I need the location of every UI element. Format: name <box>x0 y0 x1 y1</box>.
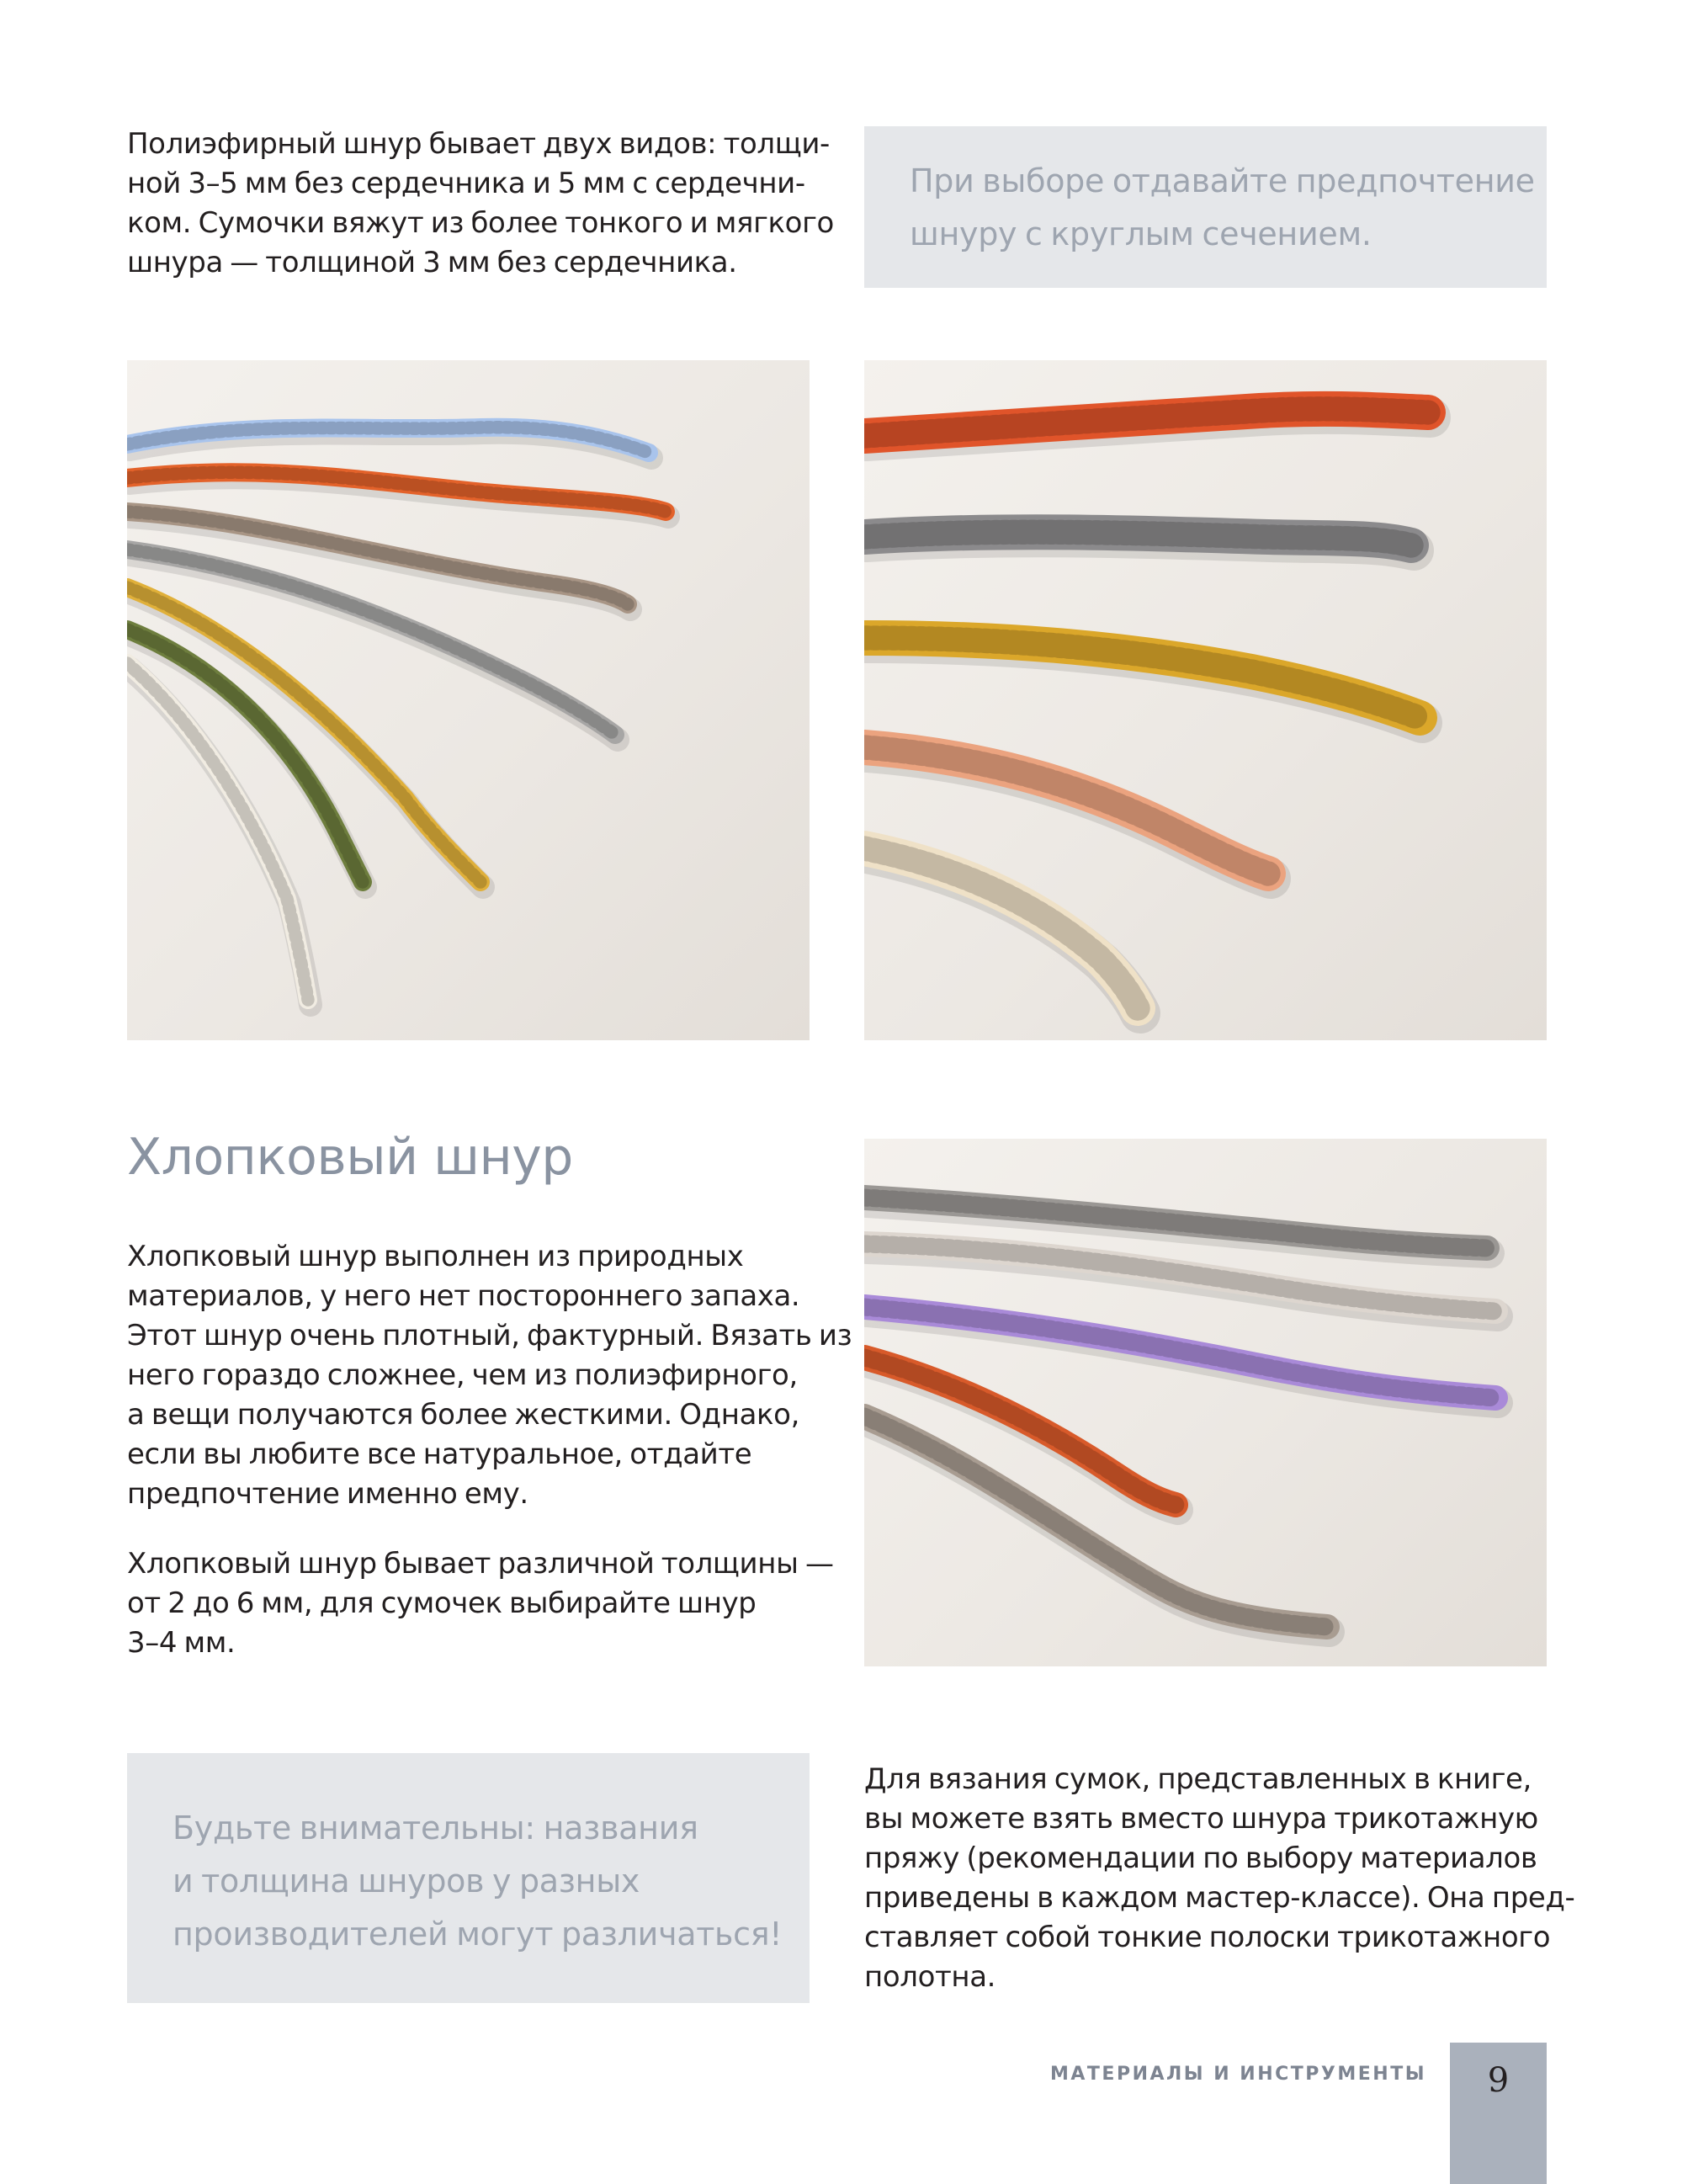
cotton-description <box>127 1237 852 1663</box>
cord <box>127 663 308 1000</box>
yarn-paragraph <box>864 1760 1574 1997</box>
page-number-tab <box>1450 2043 1547 2184</box>
text-line: приведены в каждом мастер-классе). Она пред- <box>864 1881 1575 1915</box>
thick-cords-illustration <box>864 360 1547 1040</box>
cord-braid-texture <box>127 663 308 1000</box>
photo-thick-polyester-cords <box>864 360 1547 1040</box>
cord-shadow <box>130 668 311 1005</box>
photo-thin-polyester-cords <box>127 360 810 1040</box>
text-line: шнура — толщиной 3 мм без сердечника. <box>127 246 737 279</box>
text-line: пряжу (рекомендации по выбору материалов <box>864 1841 1537 1875</box>
text-line: Хлопковый шнур выполнен из природных <box>127 1240 744 1273</box>
thin-cords-illustration <box>127 360 810 1040</box>
tip-line: При выборе отдавайте предпочтение <box>910 162 1535 199</box>
tip-box-round-section <box>864 126 1547 288</box>
intro-paragraph <box>127 125 834 283</box>
cotton-paragraph-1 <box>127 1237 852 1514</box>
cotton-paragraph-2 <box>127 1544 852 1663</box>
cotton-cords-illustration <box>864 1139 1547 1666</box>
text-line: от 2 до 6 мм, для сумочек выбирайте шнур <box>127 1586 757 1620</box>
tip-line: и толщина шнуров у разных <box>173 1863 640 1900</box>
cord-braid-texture <box>864 532 1411 545</box>
text-line: полотна. <box>864 1960 996 1994</box>
text-line: вы можете взять вместо шнура трикотажную <box>864 1802 1538 1836</box>
text-line: материалов, у него нет постороннего запаха. <box>127 1279 800 1313</box>
text-line: ком. Сумочки вяжут из более тонкого и мягкого <box>127 206 834 240</box>
text-line: 3–4 мм. <box>127 1626 236 1660</box>
text-line: а вещи получаются более жесткими. Однако, <box>127 1398 799 1432</box>
page-number: 9 <box>1487 2061 1510 2100</box>
tip-line: производителей могут различаться! <box>173 1916 783 1953</box>
cord-shadow <box>130 635 365 887</box>
text-line: ной 3–5 мм без сердечника и 5 мм с сердечни- <box>127 167 805 200</box>
text-line: Хлопковый шнур бывает различной толщины — <box>127 1547 834 1581</box>
text-line: предпочтение именно ему. <box>127 1477 528 1511</box>
text-line: Полиэфирный шнур бывает двух видов: толщи- <box>127 127 830 161</box>
tip-line: шнуру с круглым сечением. <box>910 215 1372 252</box>
text-line: если вы любите все натуральное, отдайте <box>127 1437 752 1471</box>
section-title: Хлопковый шнур <box>127 1128 573 1187</box>
tip-line: Будьте внимательны: названия <box>173 1809 698 1847</box>
text-line: него гораздо сложнее, чем из полиэфирного, <box>127 1358 798 1392</box>
text-line: Для вязания сумок, представленных в книге, <box>864 1762 1532 1796</box>
photo-cotton-cords <box>864 1139 1547 1666</box>
text-line: Этот шнур очень плотный, фактурный. Вязать из <box>127 1319 852 1352</box>
running-footer-section: МАТЕРИАЛЫ И ИНСТРУМЕНТЫ <box>1049 2064 1426 2085</box>
text-line: ставляет собой тонкие полоски трикотажного <box>864 1921 1551 1954</box>
tip-box-manufacturers <box>127 1753 810 2003</box>
